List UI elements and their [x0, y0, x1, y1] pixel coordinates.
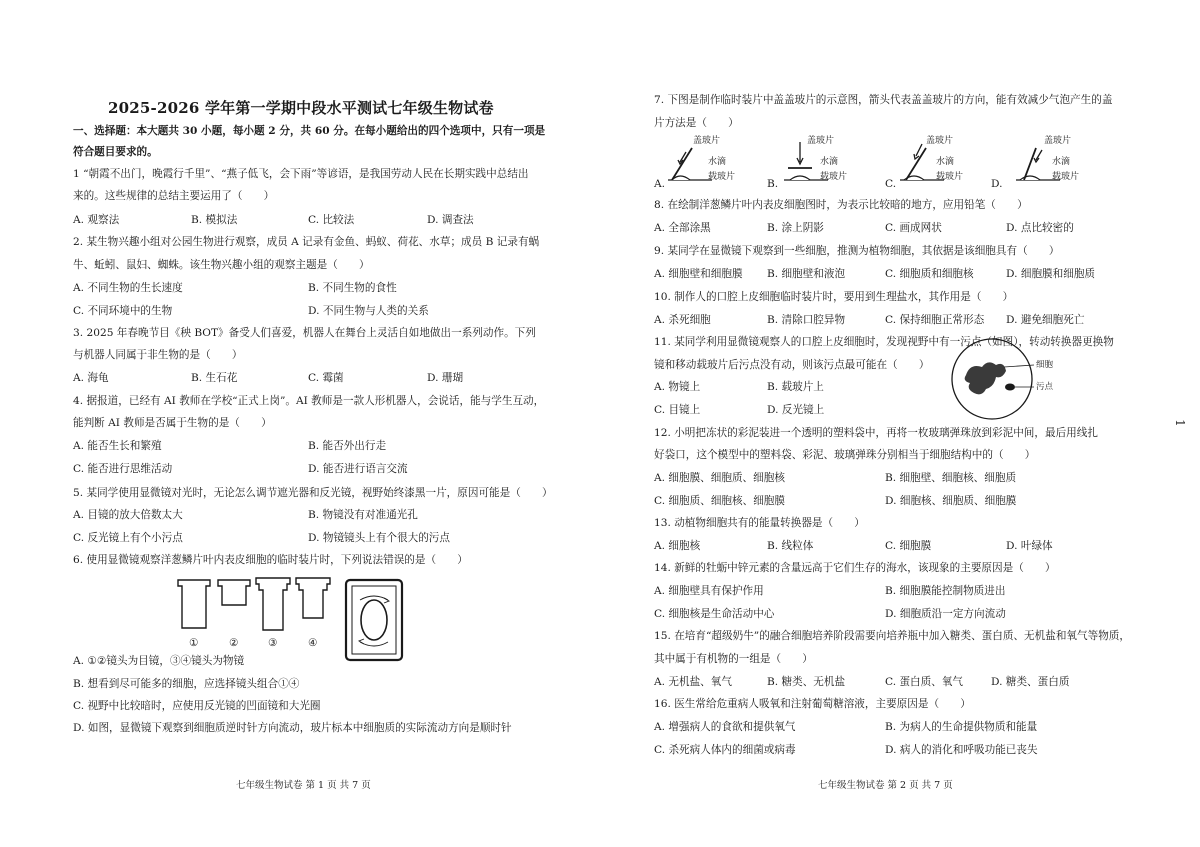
q6-option-b: B. 想看到尽可能多的细胞，应选择镜头组合①④ [73, 678, 300, 690]
q12-stem-line1: 12. 小明把冻状的彩泥装进一个透明的塑料袋中，再将一枚玻璃弹珠放到彩泥中间，最后用线扎 [654, 427, 1098, 439]
q7-c-label-coverslip: 盖玻片 [926, 136, 954, 146]
q1-stem-line1: 1 “朝霞不出门，晚霞行千里”、“燕子低飞，会下雨”等谚语，是我国劳动人民在长期实践中总结出 [73, 168, 529, 180]
q4-option-c: C. 能否进行思维活动 [73, 463, 173, 475]
q6-stem-line1: 6. 使用显微镜观察洋葱鳞片叶内表皮细胞的临时装片时，下列说法错误的是（ ） [73, 554, 468, 566]
q7-coverslip-figure [600, 130, 1200, 190]
q15-stem-line1: 15. 在培育“超级奶牛”的融合细胞培养阶段需要向培养瓶中加入糖类、蛋白质、无机盐和氧气等物质， [654, 630, 1130, 642]
q1-stem-line2: 来的。这些规律的总结主要运用了（ ） [73, 190, 275, 202]
q10-option-b: B. 清除口腔异物 [767, 314, 846, 326]
q14-option-a: A. 细胞壁具有保护作用 [654, 585, 764, 597]
q11-field-of-view-figure [952, 335, 1072, 425]
q10-stem-line1: 10. 制作人的口腔上皮细胞临时装片时，要用到生理盐水，其作用是（ ） [654, 291, 1014, 303]
section-instructions-line2: 符合题目要求的。 [73, 146, 158, 158]
q14-option-c: C. 细胞核是生命活动中心 [654, 608, 775, 620]
q2-stem-line1: 2. 某生物兴趣小组对公园生物进行观察，成员 A 记录有金鱼、蚂蚁、荷花、水草；成员 B 记录有蜗 [73, 236, 540, 248]
q16-option-b: B. 为病人的生命提供物质和能量 [885, 721, 1038, 733]
q13-option-d: D. 叶绿体 [1006, 540, 1053, 552]
q11-option-a: A. 物镜上 [654, 381, 701, 393]
q10-option-a: A. 杀死细胞 [654, 314, 711, 326]
q11-option-b: B. 载玻片上 [767, 381, 824, 393]
page1-footer: 七年级生物试卷 第 1 页 共 7 页 [236, 780, 371, 791]
exam-page-2 [600, 0, 1200, 847]
q7-d-label-slide: 载玻片 [1052, 172, 1080, 182]
q11-stem-line1: 11. 某同学利用显微镜观察人的口腔上皮细胞时，发现视野中有一污点（如图），转动转换器更换物 [654, 336, 1114, 348]
q6-option-d: D. 如图，显微镜下观察到细胞质逆时针方向流动，玻片标本中细胞质的实际流动方向是顺时针 [73, 722, 512, 734]
q4-option-b: B. 能否外出行走 [308, 440, 387, 452]
q6-option-a: A. ①②镜头为目镜，③④镜头为物镜 [73, 655, 245, 667]
q8-option-b: B. 涂上阴影 [767, 222, 824, 234]
q7-option-a: A. [654, 178, 666, 190]
q8-option-d: D. 点比较密的 [1006, 222, 1074, 234]
q7-a-label-slide: 载玻片 [708, 172, 736, 182]
q7-option-c: C. [885, 178, 897, 190]
q5-stem-line1: 5. 某同学使用显微镜对光时，无论怎么调节遮光器和反光镜，视野始终漆黑一片，原因可能是（ ） [73, 487, 553, 499]
q12-option-a: A. 细胞膜、细胞质、细胞核 [654, 472, 785, 484]
q15-option-c: C. 蛋白质、氧气 [885, 676, 964, 688]
q9-option-c: C. 细胞质和细胞核 [885, 268, 974, 280]
q4-stem-line1: 4. 据报道，已经有 AI 教师在学校“正式上岗”。AI 教师是一款人形机器人，会说话，能与学生互动， [73, 395, 545, 407]
q5-option-b: B. 物镜没有对准通光孔 [308, 509, 418, 521]
q7-c-label-slide: 载玻片 [936, 172, 964, 182]
q1-option-d: D. 调查法 [427, 214, 474, 226]
page2-footer: 七年级生物试卷 第 2 页 共 7 页 [818, 780, 953, 791]
q15-stem-line2: 其中属于有机物的一组是（ ） [654, 653, 813, 665]
q15-option-a: A. 无机盐、氧气 [654, 676, 732, 688]
q6-option-c: C. 视野中比较暗时，应使用反光镜的凹面镜和大光圈 [73, 700, 321, 712]
q7-a-label-water: 水滴 [708, 157, 727, 167]
q5-option-c: C. 反光镜上有个小污点 [73, 532, 183, 544]
q13-option-a: A. 细胞核 [654, 540, 701, 552]
q14-option-d: D. 细胞质沿一定方向流动 [885, 608, 1006, 620]
q2-option-d: D. 不同生物与人类的关系 [308, 305, 429, 317]
q6-lens-label-4: ④ [308, 637, 318, 649]
q5-option-a: A. 目镜的放大倍数太大 [73, 509, 183, 521]
q9-stem-line1: 9. 某同学在显微镜下观察到一些细胞，推测为植物细胞，其依据是该细胞具有（ ） [654, 245, 1060, 257]
q10-option-c: C. 保持细胞正常形态 [885, 314, 985, 326]
q4-option-a: A. 能否生长和繁殖 [73, 440, 162, 452]
q7-stem-line1: 7. 下图是制作临时装片中盖盖玻片的示意图，箭头代表盖盖玻片的方向，能有效减少气泡产生的盖 [654, 94, 1113, 106]
q3-option-c: C. 霉菌 [308, 372, 344, 384]
q1-option-a: A. 观察法 [73, 214, 120, 226]
q8-option-a: A. 全部涂黑 [654, 222, 711, 234]
q7-d-label-coverslip: 盖玻片 [1044, 136, 1072, 146]
q6-lens-label-2: ② [229, 637, 239, 649]
q14-stem-line1: 14. 新鲜的牡蛎中锌元素的含量远高于它们生存的海水，该现象的主要原因是（ ） [654, 562, 1056, 574]
q2-option-b: B. 不同生物的食性 [308, 282, 397, 294]
q14-option-b: B. 细胞膜能控制物质进出 [885, 585, 1006, 597]
q3-stem-line2: 与机器人同属于非生物的是（ ） [73, 349, 243, 361]
q3-option-b: B. 生石花 [191, 372, 238, 384]
q2-stem-line2: 牛、蚯蚓、鼠妇、蜘蛛。该生物兴趣小组的观察主题是（ ） [73, 259, 370, 271]
q13-stem-line1: 13. 动植物细胞共有的能量转换器是（ ） [654, 517, 865, 529]
q2-option-a: A. 不同生物的生长速度 [73, 282, 183, 294]
q10-option-d: D. 避免细胞死亡 [1006, 314, 1085, 326]
q7-b-label-coverslip: 盖玻片 [807, 136, 835, 146]
q9-option-a: A. 细胞壁和细胞膜 [654, 268, 743, 280]
q9-option-d: D. 细胞膜和细胞质 [1006, 268, 1096, 280]
q7-stem-line2: 片方法是（ ） [654, 117, 739, 129]
q4-stem-line2: 能判断 AI 教师是否属于生物的是（ ） [73, 417, 272, 429]
q2-option-c: C. 不同环境中的生物 [73, 305, 173, 317]
q7-option-d: D. [991, 178, 1003, 190]
q1-option-b: B. 模拟法 [191, 214, 238, 226]
q1-option-c: C. 比较法 [308, 214, 355, 226]
q8-stem-line1: 8. 在绘制洋葱鳞片叶内表皮细胞图时，为表示比较暗的地方，应用铅笔（ ） [654, 199, 1028, 211]
q11-option-c: C. 目镜上 [654, 404, 701, 416]
exam-title: 2025-2026 学年第一学期中段水平测试七年级生物试卷 [108, 99, 494, 117]
q12-option-b: B. 细胞壁、细胞核、细胞质 [885, 472, 1017, 484]
q7-b-label-slide: 载玻片 [820, 172, 848, 182]
q6-lens-label-3: ③ [268, 637, 278, 649]
q4-option-d: D. 能否进行语言交流 [308, 463, 408, 475]
q3-option-a: A. 海龟 [73, 372, 109, 384]
q13-option-c: C. 细胞膜 [885, 540, 932, 552]
q15-option-d: D. 糖类、蛋白质 [991, 676, 1070, 688]
q5-option-d: D. 物镜镜头上有个很大的污点 [308, 532, 450, 544]
q6-lens-label-1: ① [189, 637, 199, 649]
q3-option-d: D. 珊瑚 [427, 372, 464, 384]
q7-d-label-water: 水滴 [1052, 157, 1071, 167]
q16-option-c: C. 杀死病人体内的细菌或病毒 [654, 744, 796, 756]
q11-label-cell: 细胞 [1036, 360, 1054, 370]
q7-b-label-water: 水滴 [820, 157, 839, 167]
section-instructions-line1: 一、选择题：本大题共 30 小题，每小题 2 分，共 60 分。在每小题给出的四个选项中，只有一项是 [73, 125, 546, 137]
q12-option-c: C. 细胞质、细胞核、细胞膜 [654, 495, 785, 507]
q11-stem-line2: 镜和移动载玻片后污点没有动，则该污点最可能在（ ） [654, 359, 930, 371]
q16-option-a: A. 增强病人的食欲和提供氧气 [654, 721, 796, 733]
q13-option-b: B. 线粒体 [767, 540, 814, 552]
q3-stem-line1: 3. 2025 年春晚节目《秧 BOT》备受人们喜爱，机器人在舞台上灵活自如地做出一系列动作。下列 [73, 327, 536, 339]
q11-label-spot: 污点 [1036, 382, 1054, 392]
q12-stem-line2: 好袋口，这个模型中的塑料袋、彩泥、玻璃弹珠分别相当于细胞结构中的（ ） [654, 449, 1036, 461]
binding-side-mark: 1 [1172, 419, 1187, 427]
q9-option-b: B. 细胞壁和液泡 [767, 268, 846, 280]
q16-stem-line1: 16. 医生常给危重病人吸氧和注射葡萄糖溶液，主要原因是（ ） [654, 698, 971, 710]
q15-option-b: B. 糖类、无机盐 [767, 676, 846, 688]
q8-option-c: C. 画成网状 [885, 222, 942, 234]
q7-option-b: B. [767, 178, 779, 190]
q7-c-label-water: 水滴 [936, 157, 955, 167]
q7-a-label-coverslip: 盖玻片 [693, 136, 721, 146]
q11-option-d: D. 反光镜上 [767, 404, 825, 416]
q12-option-d: D. 细胞核、细胞质、细胞膜 [885, 495, 1017, 507]
q16-option-d: D. 病人的消化和呼吸功能已丧失 [885, 744, 1038, 756]
